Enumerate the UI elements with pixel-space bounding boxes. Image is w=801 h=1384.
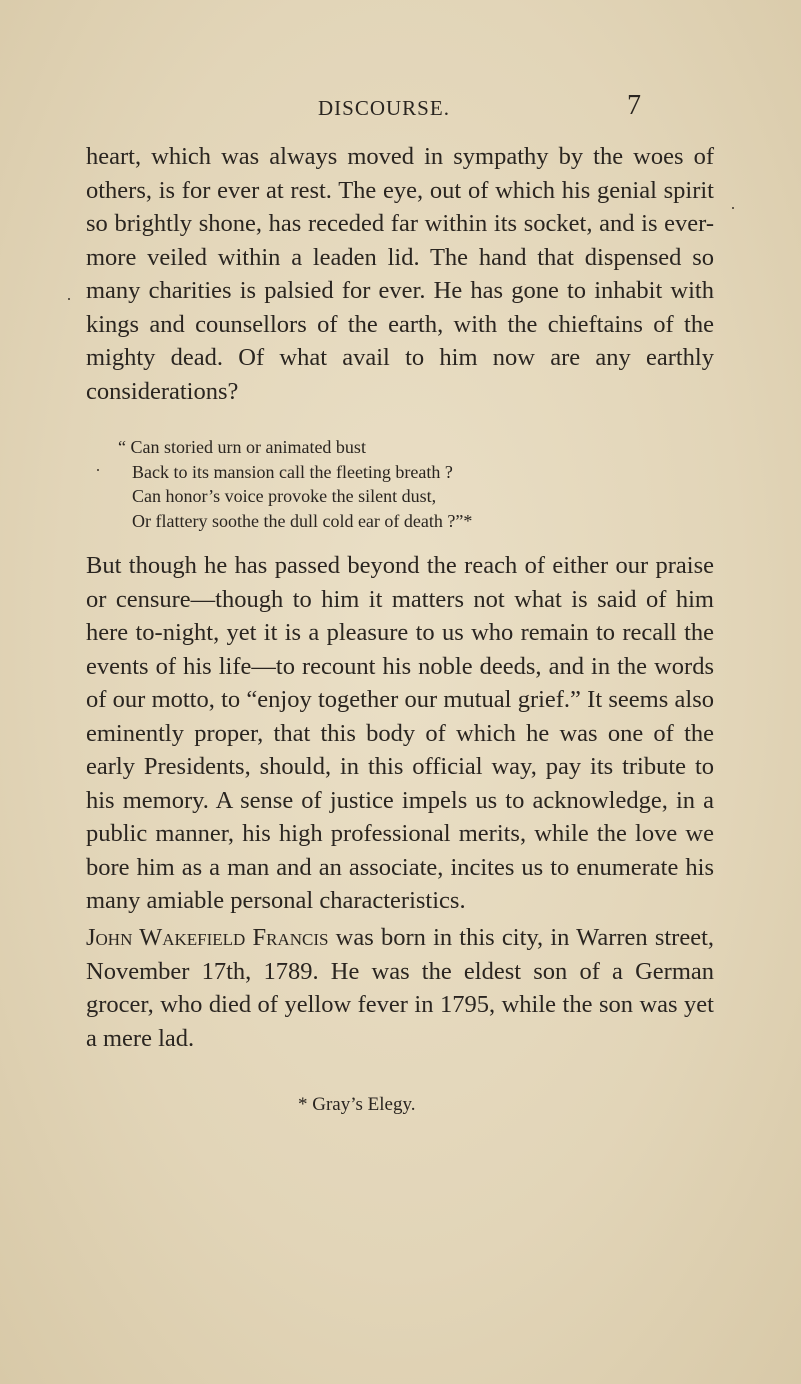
page-number: 7 [627, 90, 641, 121]
person-name: John Wakefield Francis [86, 924, 329, 951]
poem-quotation [118, 435, 472, 533]
poem-line-3: Can honor’s voice provoke the silent dust, [132, 486, 437, 506]
poem-line-2: Back to its mansion call the fleeting breath ? [132, 461, 453, 482]
paragraph-3 [86, 921, 714, 1055]
paper-speck [68, 298, 70, 300]
poem-line-1: “ Can storied urn or animated bust [118, 437, 366, 457]
poem-line-4: Or flattery soothe the dull cold ear of death ?”* [132, 510, 473, 531]
paragraph-2: But though he has passed beyond the reach of either our praise or censure—though to him it matters not what is said of him here to-night, yet it is a pleasure to us who remain to recall the events of his life—to recount his noble deeds, and in the words of our motto, to “enjoy together our mutual grief.” It seems also eminently proper, that this body of which he was one of the early Presidents, should, in this official way, pay its tribute to his memory. A sense of justice impels us to acknowledge, in a public manner, his high professional merits, while the love we bore him as a man and an associate, incites us to enumerate his many amiable personal characteristics. [86, 552, 714, 914]
paper-speck [97, 469, 99, 471]
footnote: * Gray’s Elegy. [298, 1094, 416, 1115]
running-title: DISCOURSE. [318, 96, 450, 120]
paragraph-1: heart, which was always moved in sympathy by the woes of others, is for ever at rest. The eye, out of which his genial spirit so brightly shone, has receded far within its socket, and is ever-more veiled within a leaden lid. The hand that dispensed so many charities is palsied for ever. He has gone to inhabit with kings and counsellors of the earth, with the chieftains of the mighty dead. Of what avail to him now are any earthly considerations? [86, 143, 714, 405]
paper-speck [732, 207, 734, 209]
paragraph-3-text: was born in this city, in Warren street, November 17th, 1789. He was the eldest son of a German grocer, who died of yellow fever in 1795, while the son was yet a mere lad. [86, 924, 714, 1052]
